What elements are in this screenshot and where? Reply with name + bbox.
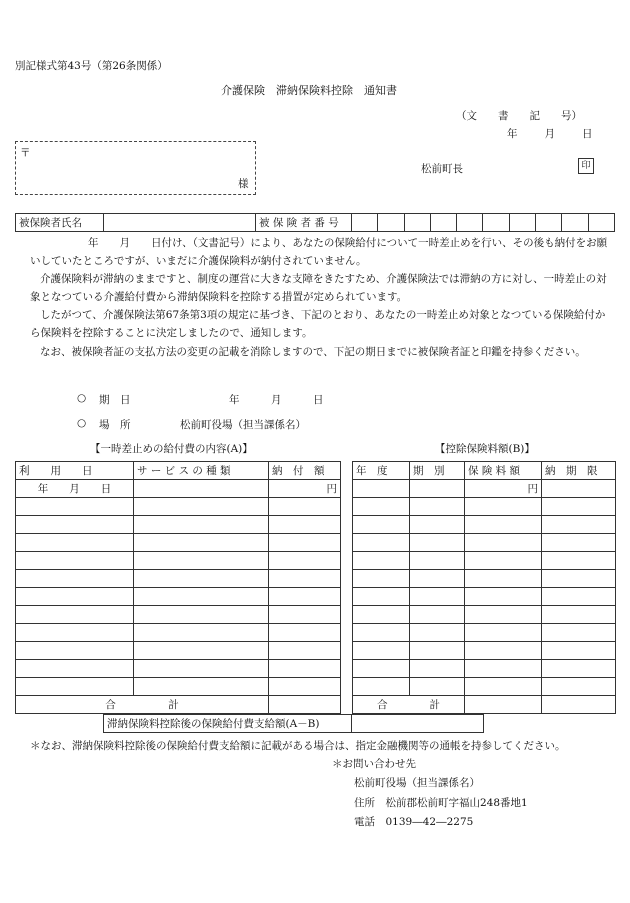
- cell[interactable]: [410, 606, 465, 624]
- insured-number-digit[interactable]: [483, 214, 509, 232]
- cell[interactable]: [542, 516, 616, 534]
- final-amount-table: [103, 714, 484, 733]
- insured-name-label: 被保険者氏名: [16, 214, 104, 232]
- place-item-value: 松前町役場（担当課係名）: [180, 419, 306, 431]
- table-row: [353, 606, 616, 624]
- cell[interactable]: [465, 624, 542, 642]
- cell[interactable]: [542, 642, 616, 660]
- cell[interactable]: [353, 678, 410, 696]
- issue-date: 年 月 日: [507, 128, 595, 140]
- header-due-date: 納 期 限: [542, 462, 616, 480]
- cell[interactable]: [410, 642, 465, 660]
- table-row: [16, 552, 341, 570]
- cell[interactable]: [410, 624, 465, 642]
- table-row: [16, 570, 341, 588]
- cell[interactable]: [269, 498, 341, 516]
- cell[interactable]: [134, 606, 269, 624]
- contact-office: 松前町役場（担当課係名）: [354, 777, 480, 789]
- cell[interactable]: [353, 534, 410, 552]
- final-amount-field[interactable]: [352, 715, 484, 733]
- cell[interactable]: [269, 642, 341, 660]
- cell[interactable]: [410, 660, 465, 678]
- table-row: [16, 642, 341, 660]
- date-item-value: 年 月 日: [229, 394, 324, 406]
- cell[interactable]: [269, 606, 341, 624]
- postal-mark: 〒: [20, 147, 31, 159]
- cell[interactable]: [353, 480, 410, 498]
- cell[interactable]: [465, 552, 542, 570]
- place-item-label: 場 所: [99, 419, 131, 431]
- cell[interactable]: [465, 660, 542, 678]
- cell[interactable]: [465, 642, 542, 660]
- table-row: [353, 624, 616, 642]
- place-item-mark: ○: [77, 417, 87, 429]
- header-usage-date: 利 用 日: [16, 462, 134, 480]
- date-item-label: 期 日: [99, 394, 131, 406]
- cell[interactable]: [410, 570, 465, 588]
- cell[interactable]: [410, 480, 465, 498]
- paragraph-3: したがつて、介護保険法第67条第3項の規定に基づき、下記のとおり、あなたの一時差止め対象となつている保険給付から保険料を控除することに決定しましたので、通知します。: [30, 309, 606, 339]
- table-row: [353, 660, 616, 678]
- cell[interactable]: [353, 516, 410, 534]
- doc-number: （文 書 記 号）: [456, 110, 582, 122]
- final-amount-label: 滞納保険料控除後の保険給付費支給額(A－B): [104, 715, 352, 733]
- table-row: [16, 678, 341, 696]
- page-title: 介護保険 滞納保険料控除 通知書: [221, 84, 397, 97]
- insured-number-digit[interactable]: [562, 214, 588, 232]
- cell-date[interactable]: 年 月 日: [16, 480, 134, 498]
- table-row: [353, 516, 616, 534]
- cell[interactable]: [353, 642, 410, 660]
- cell[interactable]: [16, 588, 134, 606]
- insured-number-label: 被 保 険 者 番 号: [256, 214, 352, 232]
- cell[interactable]: [269, 516, 341, 534]
- cell[interactable]: [16, 516, 134, 534]
- right-total-due[interactable]: [542, 696, 616, 714]
- cell[interactable]: [16, 624, 134, 642]
- seal-mark: 印: [578, 158, 594, 174]
- insured-number-digit[interactable]: [378, 214, 404, 232]
- cell[interactable]: [134, 516, 269, 534]
- cell[interactable]: [353, 552, 410, 570]
- contact-address: 住所 松前郡松前町字福山248番地1: [354, 797, 528, 809]
- cell[interactable]: [542, 660, 616, 678]
- cell[interactable]: [353, 606, 410, 624]
- insured-number-digit[interactable]: [352, 214, 378, 232]
- header-term: 期 別: [410, 462, 465, 480]
- cell[interactable]: [269, 570, 341, 588]
- insured-number-digit[interactable]: [509, 214, 535, 232]
- cell[interactable]: [542, 552, 616, 570]
- addressee-suffix: 様: [238, 178, 249, 190]
- table-row: [353, 552, 616, 570]
- insured-table: [15, 213, 615, 232]
- table-row: [353, 534, 616, 552]
- left-table-title: 【一時差止めの給付費の内容(A)】: [90, 443, 253, 455]
- cell[interactable]: [16, 498, 134, 516]
- header-payment: 納 付 額: [269, 462, 341, 480]
- table-row: [353, 642, 616, 660]
- insured-number-digit[interactable]: [457, 214, 483, 232]
- cell[interactable]: [269, 678, 341, 696]
- cell[interactable]: [410, 678, 465, 696]
- insured-number-digit[interactable]: [430, 214, 456, 232]
- cell[interactable]: [465, 606, 542, 624]
- cell-premium-amount[interactable]: 円: [465, 480, 542, 498]
- cell[interactable]: [16, 606, 134, 624]
- insured-number-digit[interactable]: [588, 214, 614, 232]
- table-row: [353, 588, 616, 606]
- cell[interactable]: [134, 588, 269, 606]
- insured-number-digit[interactable]: [536, 214, 562, 232]
- right-table: [352, 461, 616, 714]
- cell[interactable]: [134, 624, 269, 642]
- cell[interactable]: [16, 660, 134, 678]
- cell[interactable]: [134, 498, 269, 516]
- cell[interactable]: [465, 678, 542, 696]
- right-total-premium[interactable]: [465, 696, 542, 714]
- left-total-value[interactable]: [269, 696, 341, 714]
- cell[interactable]: [353, 588, 410, 606]
- table-row: [16, 606, 341, 624]
- cell[interactable]: [16, 678, 134, 696]
- cell[interactable]: [542, 624, 616, 642]
- left-total-label: 合 計: [16, 696, 269, 714]
- table-row: [16, 516, 341, 534]
- cell[interactable]: [410, 498, 465, 516]
- cell[interactable]: [269, 660, 341, 678]
- cell-amount[interactable]: 円: [269, 480, 341, 498]
- cell[interactable]: [353, 570, 410, 588]
- table-row: [16, 660, 341, 678]
- cell-service[interactable]: [134, 480, 269, 498]
- cell[interactable]: [269, 588, 341, 606]
- table-row: [353, 570, 616, 588]
- cell[interactable]: [465, 588, 542, 606]
- cell[interactable]: [542, 606, 616, 624]
- cell[interactable]: [410, 534, 465, 552]
- cell[interactable]: [353, 660, 410, 678]
- cell[interactable]: [134, 552, 269, 570]
- cell[interactable]: [410, 552, 465, 570]
- table-row: [16, 498, 341, 516]
- cell[interactable]: [16, 642, 134, 660]
- cell[interactable]: [134, 570, 269, 588]
- cell[interactable]: [269, 624, 341, 642]
- table-row: [353, 678, 616, 696]
- cell[interactable]: [16, 534, 134, 552]
- cell[interactable]: [269, 552, 341, 570]
- address-box: [15, 141, 256, 195]
- cell[interactable]: [16, 570, 134, 588]
- table-row: [353, 498, 616, 516]
- cell[interactable]: [542, 480, 616, 498]
- issuer: 松前町長: [421, 163, 463, 175]
- cell[interactable]: [542, 534, 616, 552]
- cell[interactable]: [542, 588, 616, 606]
- cell[interactable]: [542, 678, 616, 696]
- insured-name-field[interactable]: [104, 214, 256, 232]
- cell[interactable]: [353, 624, 410, 642]
- date-item-mark: ○: [77, 392, 87, 404]
- paragraph-4: なお、被保険者証の支払方法の変更の記載を消除しますので、下記の期日までに被保険者証と印鑑を持参ください。: [40, 346, 586, 358]
- paragraph-2: 介護保険料が滞納のままですと、制度の運営に大きな支障をきたすため、介護保険法では滞納の方に対し、一時差止の対象となつている介護給付費から滞納保険料を控除する措置が定められています。: [30, 273, 607, 303]
- cell[interactable]: [465, 516, 542, 534]
- table-row: [16, 534, 341, 552]
- cell[interactable]: [410, 516, 465, 534]
- right-total-label: 合 計: [353, 696, 465, 714]
- contact-heading: ＊お問い合わせ先: [332, 758, 416, 770]
- table-row: [16, 588, 341, 606]
- cell[interactable]: [353, 498, 410, 516]
- cell[interactable]: [134, 534, 269, 552]
- cell[interactable]: [542, 570, 616, 588]
- cell[interactable]: [134, 642, 269, 660]
- cell[interactable]: [465, 498, 542, 516]
- cell[interactable]: [269, 534, 341, 552]
- header-service-type: サ ー ビ ス の 種 類: [134, 462, 269, 480]
- table-row: [16, 624, 341, 642]
- insured-number-digit[interactable]: [404, 214, 430, 232]
- paragraph-1: 年 月 日付け、（文書記号）により、あなたの保険給付について一時差止めを行い、その後も納付をお願いしていたところですが、いまだに介護保険料が納付されていません。: [30, 237, 608, 267]
- left-table: [15, 461, 341, 714]
- cell[interactable]: [465, 534, 542, 552]
- contact-phone: 電話 0139―42―2275: [354, 816, 474, 828]
- header-premium: 保 険 料 額: [465, 462, 542, 480]
- right-table-title: 【控除保険料額(B)】: [435, 443, 535, 455]
- passbook-note: ＊なお、滞納保険料控除後の保険給付費支給額に記載がある場合は、指定金融機関等の通帳を持参してください。: [30, 740, 566, 752]
- cell[interactable]: [134, 678, 269, 696]
- cell[interactable]: [410, 588, 465, 606]
- cell[interactable]: [542, 498, 616, 516]
- header-fiscal-year: 年 度: [353, 462, 410, 480]
- form-id: 別記様式第43号（第26条関係）: [15, 60, 168, 72]
- cell[interactable]: [134, 660, 269, 678]
- cell[interactable]: [465, 570, 542, 588]
- cell[interactable]: [16, 552, 134, 570]
